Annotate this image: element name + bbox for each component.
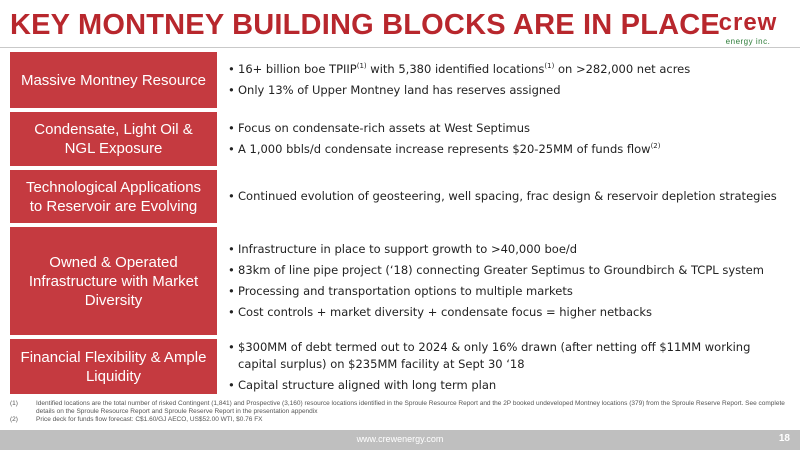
- row-label: Financial Flexibility & Ample Liquidity: [10, 339, 217, 394]
- bullet-item: • 83km of line pipe project (‘18) connecting Greater Septimus to Groundbirch & TCPL system: [228, 262, 790, 279]
- slide-title: KEY MONTNEY BUILDING BLOCKS ARE IN PLACE: [10, 9, 720, 41]
- row-bullets: [228, 339, 790, 394]
- building-block-row: [10, 112, 790, 166]
- page-number: 18: [778, 433, 790, 444]
- bullet-item: • Infrastructure in place to support growth to >40,000 boe/d: [228, 241, 790, 258]
- bullet-item: • Continued evolution of geosteering, well spacing, frac design & reservoir depletion strategies: [228, 188, 790, 205]
- row-bullets: [228, 112, 790, 166]
- footnote-text: Price deck for funds flow forecast: C$1.60/GJ AECO, US$52.00 WTI, $0.76 FX: [36, 416, 263, 423]
- bullet-item: • A 1,000 bbls/d condensate increase represents $20-25MM of funds flow$^{(2)}$: [228, 141, 790, 158]
- bullet-item: • Cost controls + market diversity + condensate focus = higher netbacks: [228, 304, 790, 321]
- title-divider: [0, 47, 800, 48]
- footnote-number: (1): [10, 400, 18, 407]
- website-link[interactable]: www.crewenergy.com: [356, 434, 444, 444]
- footnote-text: Identified locations are the total number of risked Contingent (1,841) and Prospective (3,160) resource locations identified in the Sproule Resource Report and the 2P booked undeveloped Montney locations (379) from the Sproule Reserve Report. See complete details on the Sproule Resource Report and Sproule Reserve Report in the presentation appendix: [36, 400, 785, 415]
- logo-subtitle: energy inc.: [725, 37, 771, 46]
- bullet-item: • Focus on condensate-rich assets at West Septimus: [228, 120, 790, 137]
- row-label: Owned & Operated Infrastructure with Market Diversity: [10, 227, 217, 335]
- footer-bar: [0, 430, 800, 450]
- bullet-item: • $300MM of debt termed out to 2024 & only 16% drawn (after netting off $11MM working capital surplus) on $235MM facility at Sept 30 ‘18: [228, 339, 790, 373]
- row-label: Condensate, Light Oil & NGL Exposure: [10, 112, 217, 166]
- row-label: Massive Montney Resource: [10, 52, 217, 108]
- logo-wordmark: crew: [718, 9, 778, 36]
- footnote: [10, 400, 790, 416]
- row-label: Technological Applications to Reservoir are Evolving: [10, 170, 217, 223]
- building-block-row: [10, 339, 790, 394]
- building-block-row: [10, 52, 790, 108]
- bullet-item: • Only 13% of Upper Montney land has reserves assigned: [228, 82, 790, 99]
- bullet-item: • 16+ billion boe TPIIP$^{(1)}$ with 5,380 identified locations$^{(1)}$ on >282,000 net acres: [228, 61, 790, 78]
- footnotes: [10, 400, 790, 424]
- bullet-item: • Capital structure aligned with long term plan: [228, 377, 790, 394]
- row-bullets: [228, 52, 790, 108]
- row-bullets: [228, 170, 790, 223]
- bullet-item: • Processing and transportation options to multiple markets: [228, 283, 790, 300]
- footnote: [10, 416, 790, 424]
- building-block-row: [10, 170, 790, 223]
- row-bullets: [228, 227, 790, 335]
- building-block-row: [10, 227, 790, 335]
- footnote-number: (2): [10, 416, 18, 423]
